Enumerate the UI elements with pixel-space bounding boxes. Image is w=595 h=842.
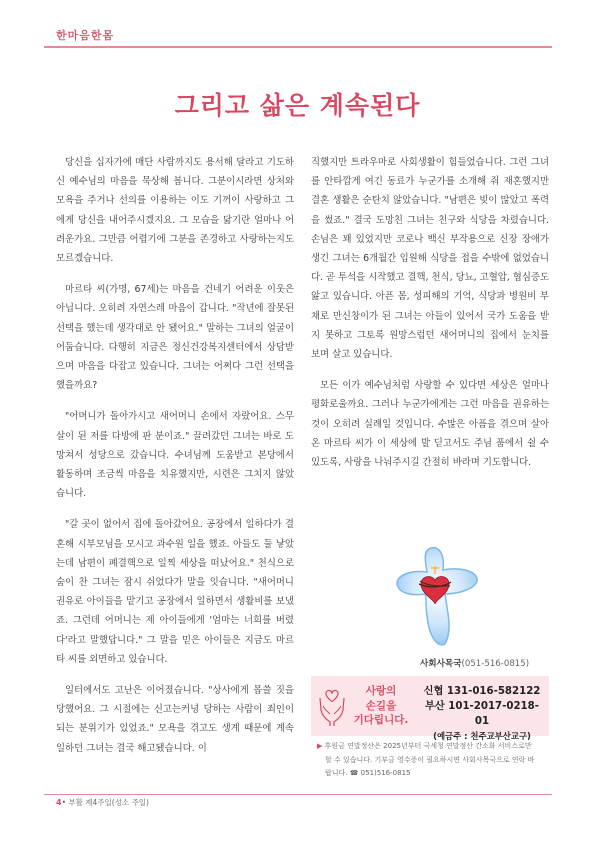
donation-panel xyxy=(311,676,549,741)
donation-note: ▶ 후원금 연말정산은 2025년부터 국세청 연말정산 간소화 서비스로만 할 수 있습니다. 기부금 영수증이 필요하시면 사회사목국으로 연락 바 랍니다. ☎ 051)516-0815 xyxy=(317,742,535,777)
right-column xyxy=(311,153,549,484)
paragraph: "갈 곳이 없어서 집에 돌아갔어요. 공장에서 일하다가 결혼해 시부모님을 모시고 과수원 일을 했죠. 아들도 둘 낳았는데 남편이 폐결핵으로 일찍 세상을 떠났어요." 천식으로 숨이 찬 그녀는 잠시 쉬었다가 말을 잇습니다. "새어머니 권유로 아이들을 맡기고 공장에서 일하면서 생활비를 보냈죠. 그런데 어머니는 제 아이들에게 '엄마는 너희를 버렸다'라고 말했답니다." 그 말을 믿은 아이들은 지금도 마르타 씨를 외면하고 있습니다. xyxy=(56,519,294,665)
page-footer xyxy=(56,797,149,808)
section-tab: 한마음한몸 xyxy=(56,29,115,42)
cross-heart-illustration xyxy=(393,544,481,649)
paragraph: 일터에서도 고난은 이어졌습니다. "상사에게 몹쓸 짓을 당했어요. 그 시절에는 신고는커녕 당하는 사람이 죄인이 되는 분위기가 있었죠." 모욕을 겪고도 생계 때문에 계속 일하던 그녀는 결국 해고됐습니다. 이 xyxy=(56,685,294,754)
header-divider xyxy=(44,46,552,48)
contact-label: 사회사목국 xyxy=(420,659,462,669)
paragraph: 직했지만 트라우마로 사회생활이 힘들었습니다. 그런 그녀를 안타깝게 여긴 동료가 누군가를 소개해 줘 재혼했지만 결혼 생활은 순탄치 않았습니다. "남편은 빚이 많았고 폭력을 썼죠." 결국 도망친 그녀는 친구와 식당을 차렸습니다. 손님은 꽤 있었지만 코로나 백신 부작용으로 신장 장애가 생긴 그녀는 6개월간 입원해 식당을 접을 수밖에 없었습니다. 곧 투석을 시작했고 결핵, 천식, 당뇨, 고혈압, 협심증도 앓고 있습니다. 아픈 몸, 성피해의 기억, 식당과 병원비 부채로 만신창이가 된 그녀는 아들이 있어서 국가 도움을 받지 못하고 그토록 원망스럽던 새어머니의 집에서 눈치를 보며 살고 있습니다. xyxy=(311,157,549,361)
footer-text: • 부활 제4주일(성소 주일) xyxy=(61,798,149,807)
paragraph: "어머니가 돌아가시고 새어머니 손에서 자랐어요. 스무 살이 된 저를 다방에 판 분이죠." 끌려갔던 그녀는 바로 도망쳐서 성당으로 갔습니다. 수녀님께 도움받고 본당에서 활동하며 조금씩 마음을 치유했지만, 시련은 그치지 않았습니다. xyxy=(56,411,294,500)
contact-info xyxy=(420,657,529,669)
account-holder: (예금주 : 천주교부산교구) xyxy=(433,731,531,741)
page-number: 4 xyxy=(56,798,62,807)
paragraph: 모든 이가 예수님처럼 사랑할 수 있다면 세상은 얼마나 평화로울까요. 그러나 누군가에게는 그런 마음을 권유하는 것이 오히려 실례일 것입니다. 수많은 아픔을 겪으며 살아온 마르타 씨가 이 세상에 발 딛고서도 주님 품에서 쉴 수 있도록, 사랑을 나눠주시길 간절히 바라며 기도합니다. xyxy=(311,380,549,469)
hands-heart-icon xyxy=(317,684,347,728)
footer-divider xyxy=(44,794,552,795)
donation-plea: 사랑의 손길을 기다립니다. xyxy=(353,685,409,726)
paragraph: 마르타 씨(가명, 67세)는 마음을 건네기 어려운 이웃은 아닙니다. 오히려 자연스레 마음이 갑니다. "작년에 잘못된 선택을 했는데 생각대로 안 됐어요." 말하는 그녀의 얼굴이 어둡습니다. 다행히 지금은 정신건강복지센터에서 상담받으며 마음을 다잡고 있습니다. 그녀는 어쩌다 그런 선택을 했을까요? xyxy=(56,284,294,392)
article-title: 그리고 삶은 계속된다 xyxy=(174,91,421,120)
contact-phone: (051-516-0815) xyxy=(461,659,530,669)
account-shinhyup: 신협 131-016-582122 xyxy=(423,686,541,697)
left-column xyxy=(56,153,294,770)
note-bullet-icon: ▶ xyxy=(317,742,323,750)
paragraph: 당신을 십자가에 매단 사람까지도 용서해 달라고 기도하신 예수님의 마음을 묵상해 봅니다. 그분이시라면 상처와 모욕을 주거나 선의를 이용하는 이도 기꺼이 사랑하고 그에게 당신을 내어주시겠지요. 그 모습을 닮기란 얼마나 어려운가요. 그만큼 어렵기에 그분을 존경하고 사랑하는지도 모르겠습니다. xyxy=(56,157,294,265)
account-busan: 부산 101-2017-0218-01 xyxy=(425,701,539,727)
donation-accounts xyxy=(419,684,545,744)
